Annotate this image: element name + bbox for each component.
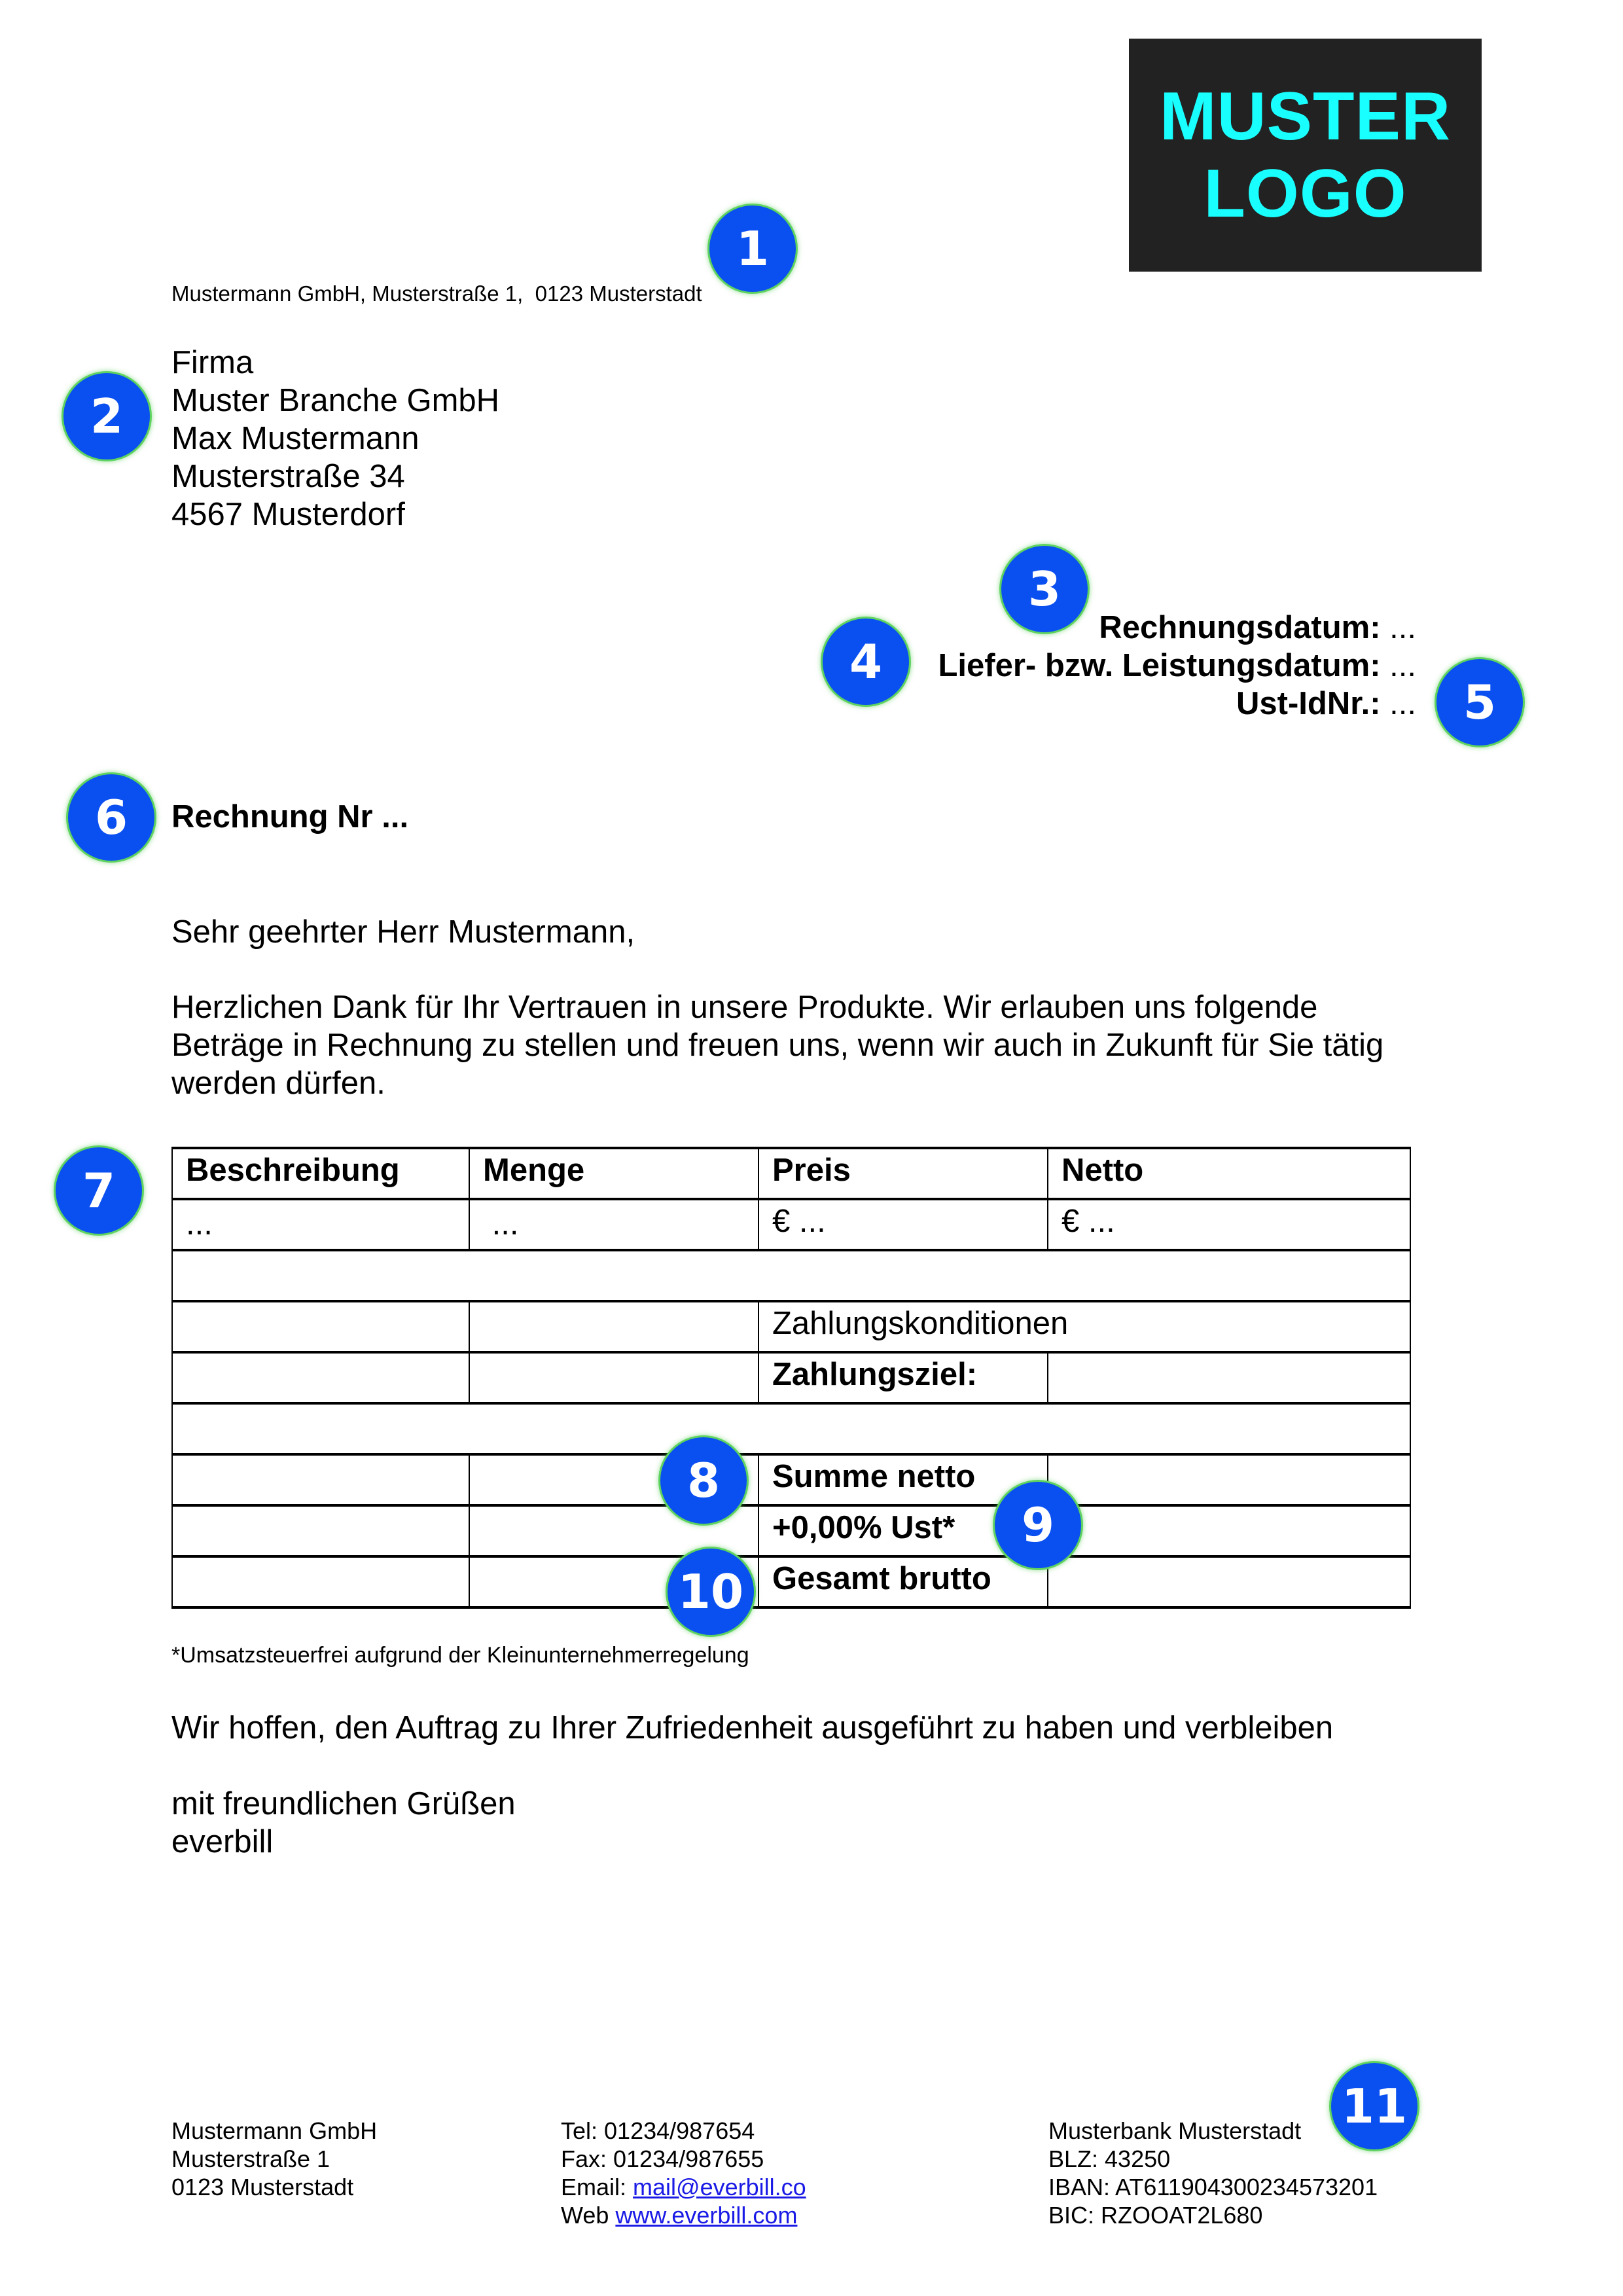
closing-sentence: Wir hoffen, den Auftrag zu Ihrer Zufriedenheit ausgeführt zu haben und verbleiben — [171, 1710, 1334, 1746]
total-gross-label: Gesamt brutto — [758, 1556, 1048, 1607]
badge-1: 1 — [709, 206, 796, 292]
footer-email-row — [561, 2173, 806, 2201]
badge-6: 6 — [68, 774, 154, 861]
footer-company — [171, 2117, 377, 2201]
sum-net-label: Summe netto — [758, 1454, 1048, 1505]
recipient-address — [171, 344, 499, 533]
footer-company-name: Mustermann GmbH — [171, 2117, 378, 2144]
regards-block — [171, 1785, 516, 1861]
recipient-line: Muster Branche GmbH — [171, 383, 500, 418]
table-spacer-row — [172, 1403, 1410, 1454]
total-gross-value — [1048, 1556, 1410, 1607]
invoice-title: Rechnung Nr ... — [171, 799, 409, 834]
empty-cell — [172, 1505, 469, 1556]
logo-line-2: LOGO — [1204, 156, 1407, 232]
header-net: Netto — [1048, 1148, 1410, 1199]
logo-line-1: MUSTER — [1159, 79, 1452, 154]
footer-web-row — [561, 2201, 806, 2229]
delivery-date-label: Liefer- bzw. Leistungsdatum: — [938, 648, 1381, 683]
payment-terms-row — [172, 1301, 1410, 1352]
footer-web-label: Web — [561, 2202, 616, 2229]
invoice-items-table — [171, 1147, 1411, 1609]
badge-8: 8 — [660, 1437, 747, 1524]
recipient-line: 4567 Musterdorf — [171, 497, 405, 532]
table-spacer-row — [172, 1250, 1410, 1301]
badge-9: 9 — [995, 1482, 1081, 1568]
footer-iban: IBAN: AT611904300234573201 — [1048, 2174, 1378, 2200]
footer-company-city: 0123 Musterstadt — [171, 2174, 354, 2200]
payment-terms-label: Zahlungskonditionen — [758, 1301, 1410, 1352]
intro-paragraph: Herzlichen Dank für Ihr Vertrauen in unsere Produkte. Wir erlauben uns folgende Beträge in Rechnung zu stellen und freuen uns, wenn wir auch in Zukunft für Sie tätig werden dürfen. — [171, 990, 1384, 1101]
vat-row — [172, 1505, 1410, 1556]
website-link[interactable]: www.everbill.com — [615, 2202, 798, 2229]
footer-bic: BIC: RZOOAT2L680 — [1048, 2202, 1263, 2229]
badge-4: 4 — [823, 619, 909, 705]
invoice-date-label: Rechnungsdatum: — [1099, 610, 1381, 645]
invoice-date-value: ... — [1389, 610, 1416, 645]
footer-tel: Tel: 01234/987654 — [561, 2117, 755, 2144]
empty-cell — [172, 1352, 469, 1403]
badge-5: 5 — [1436, 659, 1523, 745]
header-description: Beschreibung — [172, 1148, 469, 1199]
payment-due-row — [172, 1352, 1410, 1403]
vat-id-value: ... — [1389, 686, 1416, 721]
invoice-meta — [938, 609, 1416, 723]
sum-net-value — [1048, 1454, 1410, 1505]
spacer-cell — [172, 1403, 1410, 1454]
footer-bank-name: Musterbank Musterstadt — [1048, 2117, 1302, 2144]
delivery-date-value: ... — [1389, 648, 1416, 683]
regards-line: mit freundlichen Grüßen — [171, 1786, 516, 1821]
footer-fax: Fax: 01234/987655 — [561, 2145, 764, 2172]
footer-blz: BLZ: 43250 — [1048, 2145, 1171, 2172]
cell-price: € ... — [758, 1199, 1048, 1250]
empty-cell — [172, 1556, 469, 1607]
header-quantity: Menge — [469, 1148, 758, 1199]
total-gross-row — [172, 1556, 1410, 1607]
payment-due-label: Zahlungsziel: — [758, 1352, 1048, 1403]
badge-10: 10 — [668, 1549, 754, 1635]
vat-id-label: Ust-IdNr.: — [1236, 686, 1381, 721]
badge-2: 2 — [63, 373, 150, 459]
recipient-line: Max Mustermann — [171, 421, 419, 456]
vat-value — [1048, 1505, 1410, 1556]
footer-contact — [561, 2117, 806, 2229]
sum-net-row — [172, 1454, 1410, 1505]
recipient-line: Musterstraße 34 — [171, 459, 405, 494]
recipient-line: Firma — [171, 345, 254, 380]
header-price: Preis — [758, 1148, 1048, 1199]
email-link[interactable]: mail@everbill.co — [633, 2174, 806, 2200]
vat-label: +0,00% Ust* — [758, 1505, 1048, 1556]
cell-net: € ... — [1048, 1199, 1410, 1250]
badge-11: 11 — [1331, 2063, 1418, 2149]
badge-7: 7 — [56, 1147, 142, 1234]
table-header-row — [172, 1148, 1410, 1199]
signature-name: everbill — [171, 1824, 274, 1859]
table-row — [172, 1199, 1410, 1250]
cell-description: ... — [172, 1199, 469, 1250]
delivery-date-row — [938, 647, 1416, 685]
company-logo — [1129, 39, 1482, 272]
footer-email-label: Email: — [561, 2174, 633, 2200]
empty-cell — [469, 1352, 758, 1403]
empty-cell — [172, 1301, 469, 1352]
cell-quantity: ... — [469, 1199, 758, 1250]
payment-due-value — [1048, 1352, 1410, 1403]
empty-cell — [172, 1454, 469, 1505]
spacer-cell — [172, 1250, 1410, 1301]
vat-footnote: *Umsatzsteuerfrei aufgrund der Kleinunternehmerregelung — [171, 1643, 749, 1668]
empty-cell — [469, 1301, 758, 1352]
vat-id-row — [938, 685, 1416, 723]
greeting: Sehr geehrter Herr Mustermann, — [171, 914, 635, 950]
footer-bank — [1048, 2117, 1378, 2229]
footer-company-street: Musterstraße 1 — [171, 2145, 330, 2172]
sender-address-line: Mustermann GmbH, Musterstraße 1, 0123 Musterstadt — [171, 281, 702, 306]
badge-3: 3 — [1001, 546, 1088, 632]
